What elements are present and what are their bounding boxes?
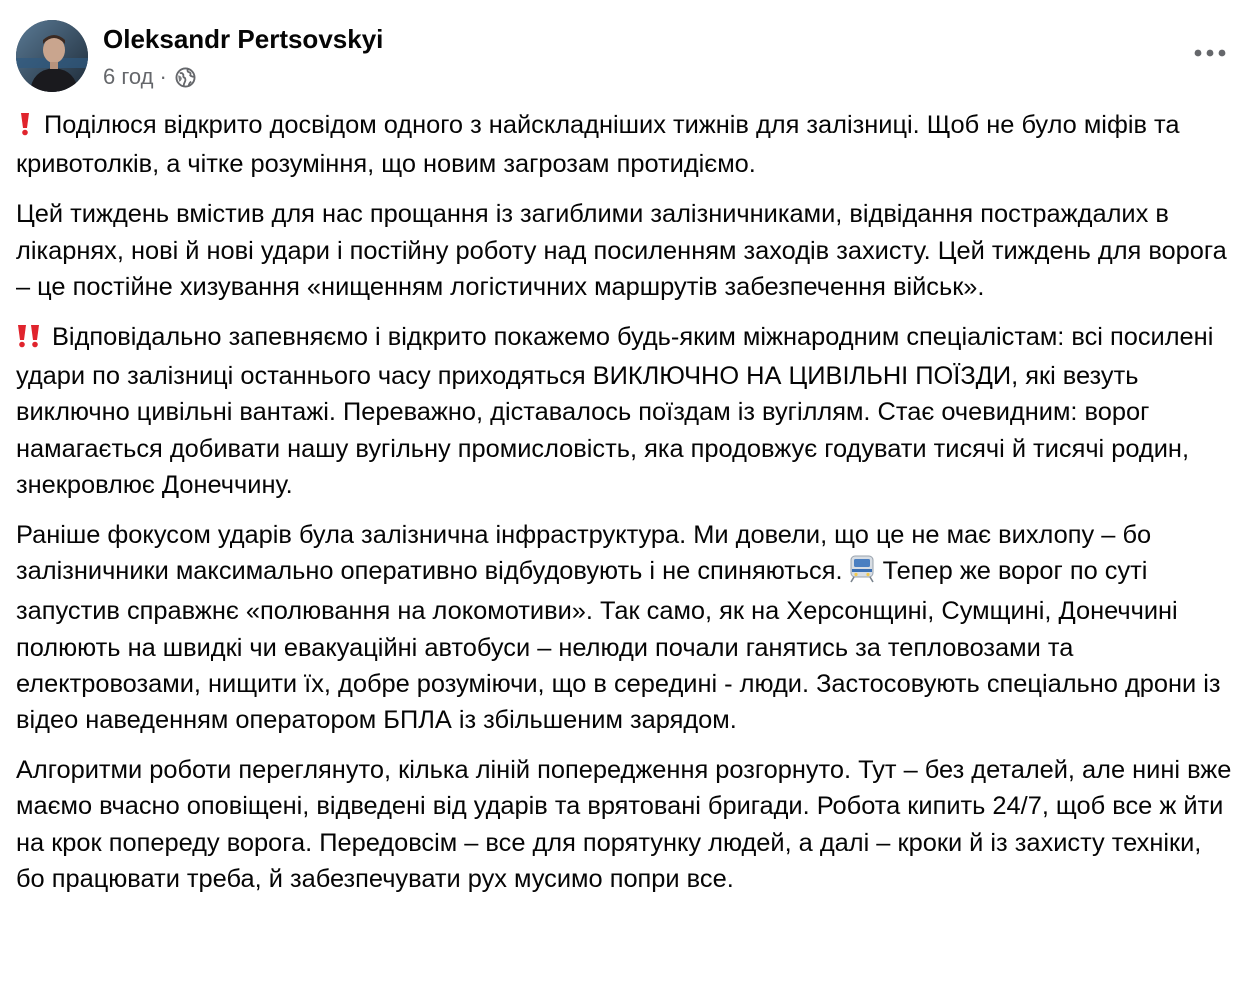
post-paragraph-1 xyxy=(16,107,1236,182)
paragraph-4-text-after: Тепер же ворог по суті запустив справжнє «полювання на локомотиви». Так само, як на Херсонщині, Сумщині, Донеччині полюють на швидкі чи евакуаційні автобуси – нелюди почали ганятись за тепловозами та електровозами, нищити їх, добре розуміючи, що в середині - люди. Застосовують спеціально дрони із відео наведенням оператором БПЛА із збільшеним зарядом. xyxy=(16,557,1221,735)
author-avatar[interactable] xyxy=(16,20,88,92)
avatar-photo xyxy=(16,20,88,92)
meta-separator: · xyxy=(159,64,167,89)
paragraph-2-text: Цей тиждень вмістив для нас прощання із загиблими залізничниками, відвідання постраждалих в лікарнях, нові й нові удари і постійну роботу над посиленням заходів захисту. Цей тиждень для ворога – це постійне хизування «нищенням логістичних маршрутів забезпечення військ». xyxy=(16,200,1227,301)
post-paragraph-4 xyxy=(16,517,1236,738)
paragraph-5-text: Алгоритми роботи переглянуто, кілька ліній попередження розгорнуто. Тут – без деталей, але нині вже маємо вчасно оповіщені, відведені від ударів та врятовані бригади. Робота кипить 24/7, щоб все ж йти на крок попереду ворога. Передовсім – все для порятунку людей, а далі – кроки й із захисту техніки, бо працювати треба, й забезпечувати рух мусимо попри все. xyxy=(16,756,1232,893)
post-timestamp[interactable]: 6 год xyxy=(103,64,154,89)
globe-icon[interactable] xyxy=(175,67,196,88)
post-header xyxy=(16,20,1232,94)
post-body xyxy=(16,107,1236,911)
author-name[interactable]: Oleksandr Pertsovskyi xyxy=(103,24,384,54)
double-exclamation-icon xyxy=(16,322,42,358)
paragraph-1-text: Поділюся відкрито досвідом одного з найскладніших тижнів для залізниці. Щоб не було міфів та кривотолків, а чітке розуміння, що новим загрозам протидіємо. xyxy=(16,111,1180,179)
paragraph-3-text: Відповідально запевняємо і відкрито покажемо будь-яким міжнародним спеціалістам: всі посилені удари по залізниці останнього часу приходяться ВИКЛЮЧНО НА ЦИВІЛЬНІ ПОЇЗДИ, які везуть виключно цивільні вантажі. Переважно, діставалось поїздам із вугіллям. Стає очевидним: ворог намагається добивати нашу вугільну промисловість, яка продовжує годувати тисячі й тисячі родин, знекровлює Донеччину. xyxy=(16,323,1214,499)
post-meta xyxy=(103,62,196,92)
paragraph-4-text-before: Раніше фокусом ударів була залізнична інфраструктура. Ми довели, що це не має вихлопу – бо залізничники максимально оперативно відбудовують і не спиняються. xyxy=(16,521,1152,586)
more-options-button[interactable] xyxy=(1190,38,1230,68)
more-horizontal-icon xyxy=(1194,49,1226,57)
post-paragraph-5 xyxy=(16,752,1236,897)
post-paragraph-2 xyxy=(16,196,1236,305)
post-paragraph-3 xyxy=(16,319,1236,503)
red-exclamation-icon xyxy=(16,110,34,146)
train-icon xyxy=(847,555,877,593)
